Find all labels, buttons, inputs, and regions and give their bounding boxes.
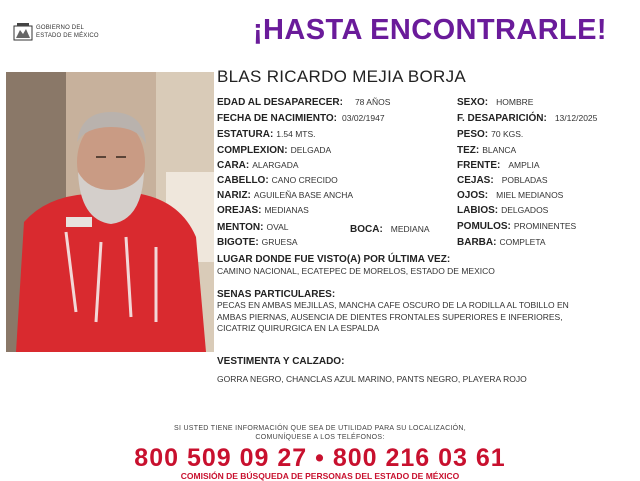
last-seen-text: CAMINO NACIONAL, ECATEPEC DE MORELOS, ESTADO DE MEXICO	[217, 266, 495, 276]
phone-numbers: 800 509 09 27 • 800 216 03 61	[134, 444, 506, 472]
state-coat-of-arms-icon	[12, 22, 34, 44]
field-value: MEDIANAS	[264, 205, 309, 215]
field-label: TEZ:	[457, 145, 480, 156]
field-value: 1.54 MTS.	[276, 129, 316, 139]
field-label: BIGOTE:	[217, 237, 259, 248]
field-value: PROMINENTES	[513, 221, 577, 231]
footer-info-line-2: COMUNÍQUESE A LOS TELÉFONOS:	[255, 434, 385, 441]
field-value: ALARGADA	[252, 160, 299, 170]
field-label: NARIZ:	[217, 190, 251, 201]
field-peso	[457, 128, 523, 141]
clothing-text: GORRA NEGRO, CHANCLAS AZUL MARINO, PANTS NEGRO, PLAYERA ROJO	[217, 374, 527, 384]
field-value: POBLADAS	[501, 175, 548, 185]
field-orejas	[217, 204, 309, 217]
field-ojos	[457, 189, 563, 202]
missing-person-photo	[6, 72, 214, 352]
field-bigote	[217, 236, 298, 249]
field-value: 78 AÑOS	[354, 97, 391, 107]
field-value: BLANCA	[482, 145, 517, 155]
field-label: SEXO:	[457, 97, 489, 108]
field-pomulos	[457, 220, 576, 233]
field-label: CEJAS:	[457, 175, 494, 186]
field-fecha-desaparicion	[457, 112, 597, 125]
logo-line-1: GOBIERNO DEL	[36, 25, 85, 31]
particular-marks-title: SENAS PARTICULARES:	[217, 289, 336, 300]
field-value: DELGADA	[290, 145, 332, 155]
field-menton	[217, 221, 289, 234]
footer-organization: COMISIÓN DE BÚSQUEDA DE PERSONAS DEL ESTADO DE MÉXICO	[180, 471, 460, 481]
field-value: CANO CRECIDO	[271, 175, 338, 185]
field-sexo	[457, 96, 533, 109]
field-value: COMPLETA	[499, 237, 546, 247]
field-label: OREJAS:	[217, 205, 262, 216]
field-label: OJOS:	[457, 190, 489, 201]
field-label: LABIOS:	[457, 205, 499, 216]
logo-text	[36, 24, 99, 40]
field-label: CABELLO:	[217, 175, 269, 186]
particular-marks-line-2: AMBAS PIERNAS, AUSENCIA DE DIENTES FRONTALES SUPERIORES E INFERIORES,	[217, 311, 563, 322]
state-government-logo	[12, 22, 122, 44]
field-label: EDAD AL DESAPARECER:	[217, 97, 343, 108]
field-value: MEDIANA	[390, 224, 430, 234]
field-boca	[350, 223, 430, 236]
field-nariz	[217, 189, 353, 202]
field-label: ESTATURA:	[217, 129, 274, 140]
field-cara	[217, 159, 299, 172]
clothing-title: VESTIMENTA Y CALZADO:	[217, 356, 345, 367]
particular-marks-text	[217, 300, 617, 335]
field-value: 13/12/2025	[554, 113, 598, 123]
field-estatura	[217, 128, 316, 141]
field-labios	[457, 204, 548, 217]
field-edad	[217, 96, 390, 109]
headline: ¡HASTA ENCONTRARLE!	[253, 14, 607, 46]
footer-info-line-1: SI USTED TIENE INFORMACIÓN QUE SEA DE UTILIDAD PARA SU LOCALIZACIÓN,	[173, 425, 467, 432]
field-value: AMPLIA	[508, 160, 540, 170]
field-value: AGUILEÑA BASE ANCHA	[253, 190, 354, 200]
field-fecha-nacimiento	[217, 112, 385, 125]
field-frente	[457, 159, 540, 172]
field-value: HOMBRE	[496, 97, 534, 107]
field-value: OVAL	[266, 222, 289, 232]
field-label: POMULOS:	[457, 221, 511, 232]
field-cejas	[457, 174, 548, 187]
field-label: CARA:	[217, 160, 250, 171]
field-value: DELGADOS	[501, 205, 549, 215]
field-label: COMPLEXION:	[217, 145, 288, 156]
field-label: F. DESAPARICIÓN:	[457, 113, 547, 124]
last-seen-title: LUGAR DONDE FUE VISTO(A) POR ÚLTIMA VEZ:	[217, 254, 451, 265]
field-complexion	[217, 144, 331, 157]
particular-marks-line-1: PECAS EN AMBAS MEJILLAS, MANCHA CAFE OSCURO DE LA RODILLA AL TOBILLO EN	[217, 300, 569, 310]
field-label: BARBA:	[457, 237, 497, 248]
person-name: BLAS RICARDO MEJIA BORJA	[217, 67, 467, 86]
field-label: MENTON:	[217, 222, 264, 233]
particular-marks-line-3: CICATRIZ QUIRURGICA EN LA ESPALDA	[217, 323, 380, 333]
field-value: MIEL MEDIANOS	[496, 190, 564, 200]
field-tez	[457, 144, 516, 157]
field-label: PESO:	[457, 129, 489, 140]
field-label: BOCA:	[350, 224, 383, 235]
logo-line-2: ESTADO DE MÉXICO	[36, 33, 99, 39]
field-barba	[457, 236, 546, 249]
field-value: 70 KGS.	[491, 129, 524, 139]
field-value: 03/02/1947	[342, 113, 385, 123]
field-label: FRENTE:	[457, 160, 501, 171]
field-cabello	[217, 174, 338, 187]
field-value: GRUESA	[261, 237, 298, 247]
field-label: FECHA DE NACIMIENTO:	[217, 113, 337, 124]
